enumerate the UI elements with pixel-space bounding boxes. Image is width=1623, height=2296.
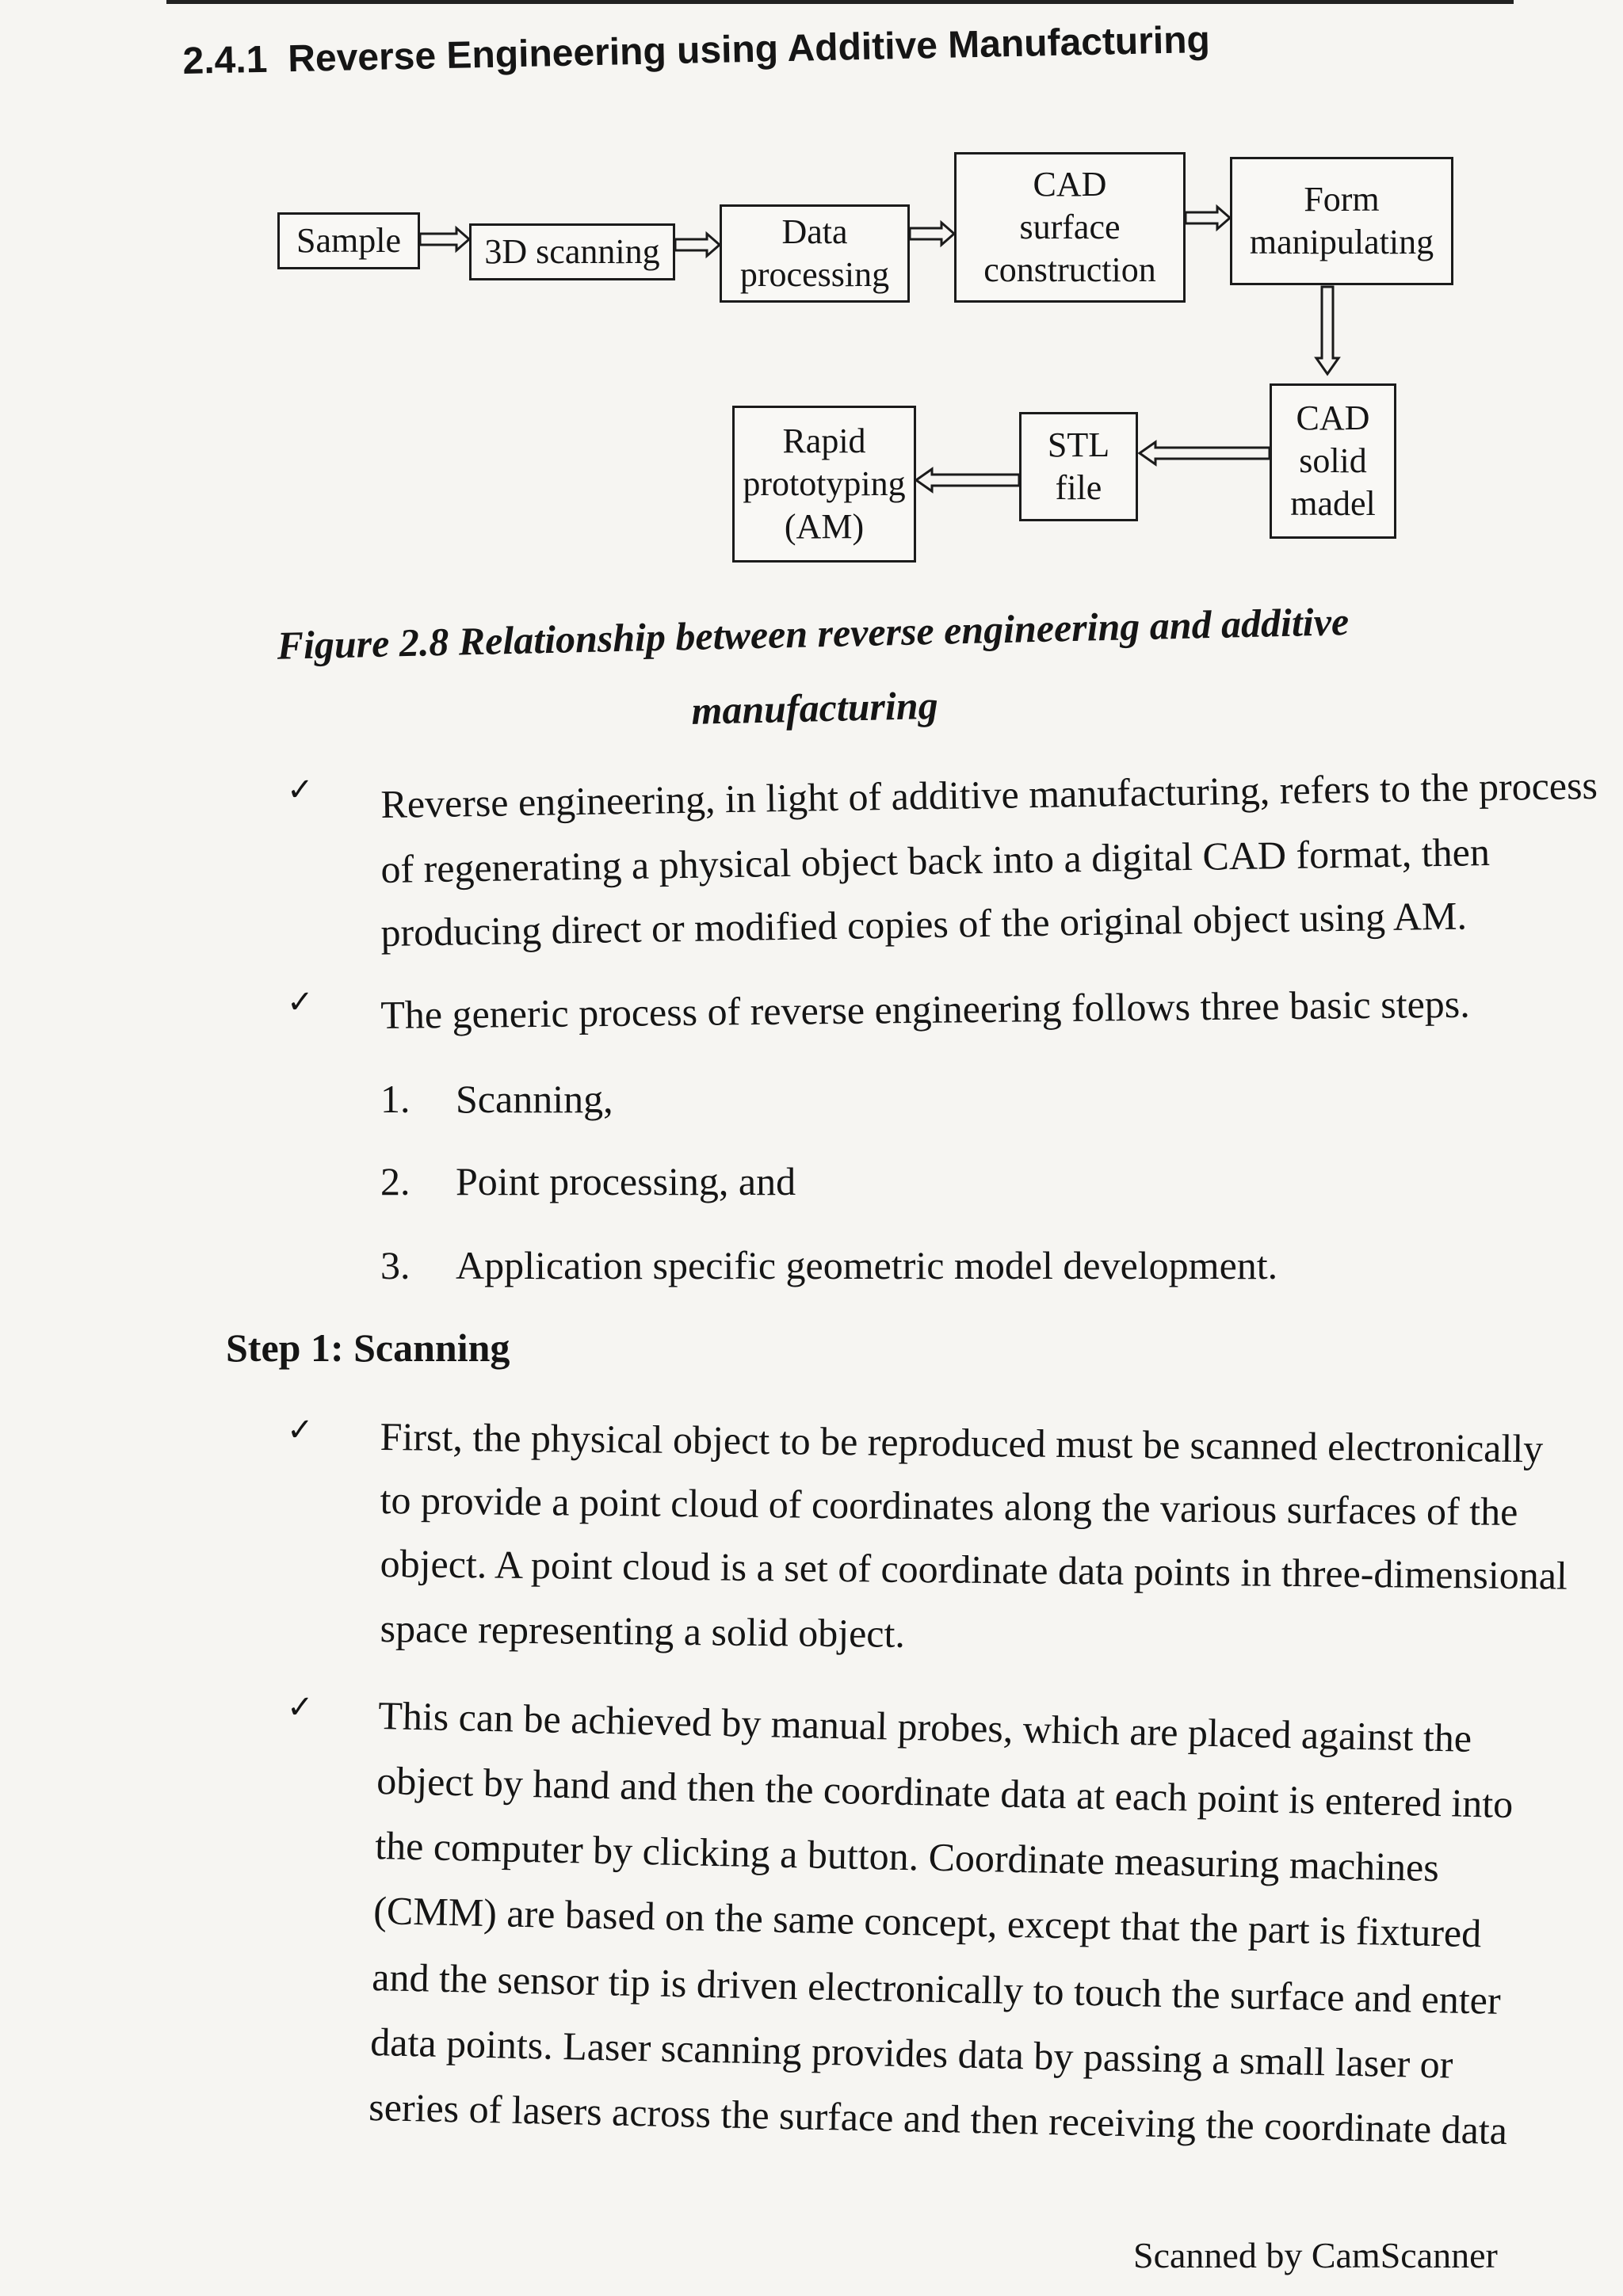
check-icon: ✓: [287, 1689, 314, 1726]
step1-bullet-2-line-4: (CMM) are based on the same concept, except that the part is fixtured: [372, 1887, 1482, 1956]
caption-line-2: manufacturing: [690, 682, 939, 733]
flow-diagram: [262, 151, 1474, 578]
step-1-heading: Step 1: Scanning: [226, 1325, 510, 1370]
section-number: 2.4.1: [182, 38, 268, 82]
scanner-watermark: Scanned by CamScanner: [1133, 2235, 1498, 2275]
step1-bullet-2-line-1: This can be achieved by manual probes, which are placed against the: [377, 1692, 1472, 1760]
box-3d-scanning: 3D scanning: [469, 223, 675, 280]
arrow-scanning-data: [675, 234, 720, 256]
step1-bullet-2-line-3: the computer by clicking a button. Coordinate measuring machines: [374, 1822, 1440, 1890]
bullet-1-line-1: Reverse engineering, in light of additive manufacturing, refers to the process: [380, 762, 1598, 826]
steps-list-item: 3. Application specific geometric model development.: [380, 1243, 1278, 1287]
check-icon: ✓: [287, 1412, 314, 1448]
box-rapid-prototyping: Rapid prototyping (AM): [732, 406, 916, 563]
step1-bullet-1-line-3: object. A point cloud is a set of coordinate data points in three-dimensional: [380, 1541, 1568, 1598]
step1-bullet-2-line-2: object by hand and then the coordinate data at each point is entered into: [376, 1757, 1514, 1827]
box-cad-solid: CAD solid madel: [1270, 383, 1396, 539]
bullet-1-line-2: of regenerating a physical object back into a digital CAD format, then: [380, 830, 1491, 891]
step1-bullet-2-line-6: data points. Laser scanning provides data by passing a small laser or: [369, 2019, 1453, 2087]
arrow-form-cadsolid: [1316, 287, 1338, 374]
step1-bullet-2-line-7: series of lasers across the surface and then receiving the coordinate data: [368, 2084, 1508, 2153]
bullet-1-line-3: producing direct or modified copies of the original object using AM.: [380, 893, 1468, 955]
arrow-cadsolid-stl: [1140, 442, 1270, 464]
arrow-cadsurface-form: [1186, 207, 1230, 229]
step1-bullet-1-line-4: space representing a solid object.: [380, 1606, 906, 1656]
caption-line-1: Figure 2.8 Relationship between reverse engineering and additive: [277, 599, 1350, 668]
figure-caption: [198, 582, 1430, 759]
steps-list-item: 2. Point processing, and: [380, 1159, 796, 1203]
box-sample: Sample: [277, 212, 420, 269]
box-form-manipulating: Form manipulating: [1230, 157, 1453, 285]
check-icon: ✓: [287, 772, 314, 808]
step1-bullet-2-line-5: and the sensor tip is driven electronically to touch the surface and enter: [371, 1954, 1502, 2023]
section-heading: [182, 15, 1356, 83]
step1-bullet-1-line-2: to provide a point cloud of coordinates along the various surfaces of the: [380, 1478, 1518, 1535]
box-stl-file: STL file: [1019, 412, 1138, 521]
page-top-rule: [166, 0, 1514, 12]
box-data-processing: Data processing: [720, 204, 910, 303]
arrow-data-cadsurface: [910, 223, 954, 245]
step1-bullet-1-line-1: First, the physical object to be reproduced must be scanned electronically: [380, 1414, 1544, 1471]
box-cad-surface: CAD surface construction: [954, 152, 1186, 303]
check-icon: ✓: [287, 984, 314, 1020]
bullet-2-line-1: The generic process of reverse engineering follows three basic steps.: [380, 981, 1470, 1037]
steps-list-item: 1. Scanning,: [380, 1077, 613, 1121]
arrow-sample-scanning: [420, 228, 469, 250]
section-title: Reverse Engineering using Additive Manufacturing: [287, 18, 1211, 81]
arrow-stl-rapid: [916, 469, 1019, 491]
